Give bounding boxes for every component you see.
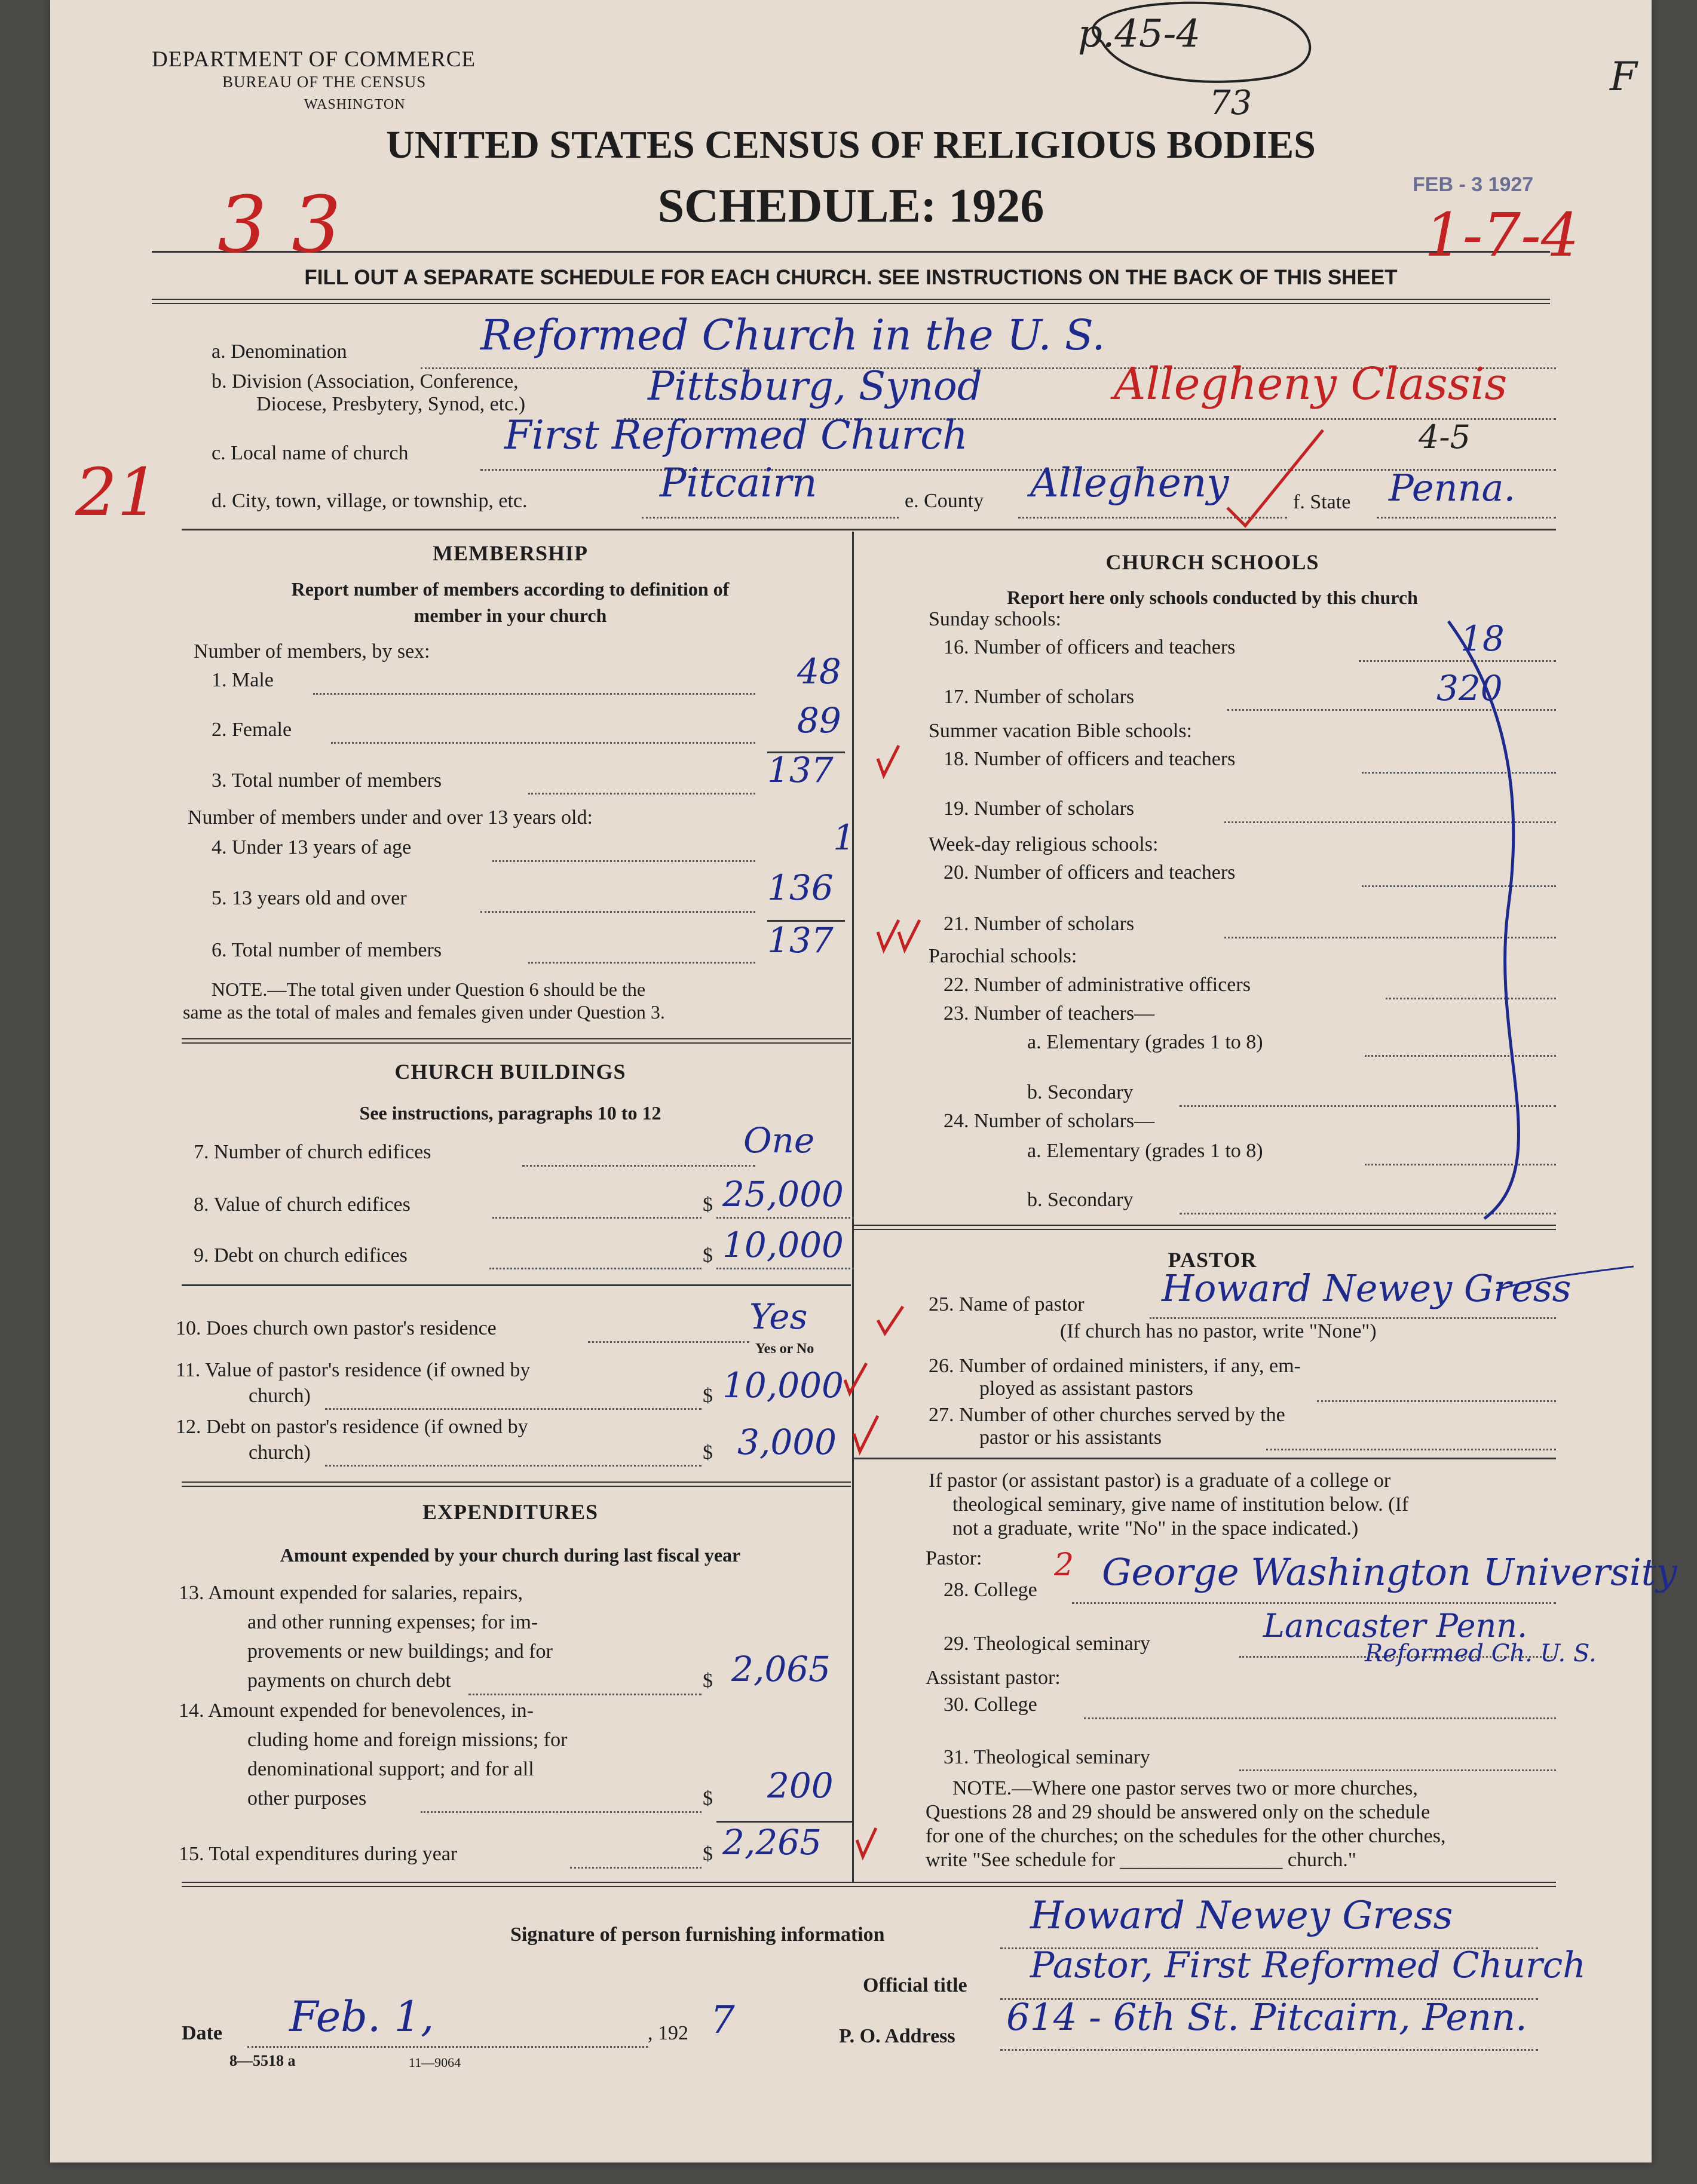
- q29-value: Lancaster Penn.: [1263, 1607, 1528, 1645]
- q15-check: [857, 1828, 876, 1857]
- state-value: Penna.: [1389, 466, 1516, 510]
- q2-label: 2. Female: [212, 719, 292, 741]
- pastor-note-4: write "See schedule for ________________ church.": [926, 1849, 1356, 1871]
- q17-label: 17. Number of scholars: [944, 686, 1135, 708]
- print-number: 11—9064: [409, 2055, 461, 2070]
- sunday-label: Sunday schools:: [929, 608, 1061, 630]
- q6-value: 137: [767, 920, 834, 961]
- q13-line-2: and other running expenses; for im-: [247, 1611, 538, 1633]
- q11-value: 10,000: [722, 1365, 844, 1406]
- q31-label: 31. Theological seminary: [944, 1746, 1150, 1768]
- q14-dollar: $: [703, 1787, 713, 1809]
- q30-label: 30. College: [944, 1694, 1037, 1716]
- q17-value: 320: [1436, 668, 1503, 708]
- signature-value: Howard Newey Gress: [1030, 1894, 1453, 1938]
- q13-line-3: provements or new buildings; and for: [247, 1640, 553, 1662]
- signature-flourish: [1496, 1266, 1634, 1290]
- po-address-label: P. O. Address: [839, 2025, 955, 2047]
- q26-label-2: ployed as assistant pastors: [979, 1378, 1193, 1400]
- city-label: WASHINGTON: [304, 97, 406, 112]
- q27-label-1: 27. Number of other churches served by the: [929, 1404, 1285, 1426]
- pastor-note-3: for one of the churches; on the schedules for the other churches,: [926, 1825, 1446, 1847]
- bureau-label: BUREAU OF THE CENSUS: [222, 73, 427, 91]
- buildings-title: CHURCH BUILDINGS: [394, 1060, 626, 1084]
- q28-mark: 2: [1054, 1547, 1074, 1583]
- q7-label: 7. Number of church edifices: [194, 1141, 431, 1163]
- pastor-sublabel: Pastor:: [926, 1547, 982, 1569]
- q24a-label: a. Elementary (grades 1 to 8): [1027, 1140, 1263, 1162]
- city-field-label: d. City, town, village, or township, etc.: [212, 490, 528, 512]
- membership-sub-2: member in your church: [413, 605, 607, 626]
- code-left: 3 3: [218, 179, 341, 270]
- division-label-1: b. Division (Association, Conference,: [212, 370, 519, 392]
- q5-value: 136: [767, 867, 834, 908]
- q16-label: 16. Number of officers and teachers: [944, 636, 1236, 658]
- county-check: [1227, 430, 1323, 526]
- q22-label: 22. Number of administrative officers: [944, 974, 1251, 996]
- division-value-red: Allegheny Classis: [1114, 358, 1508, 410]
- q21-label: 21. Number of scholars: [944, 913, 1135, 935]
- assistant-sublabel: Assistant pastor:: [926, 1667, 1061, 1689]
- q11-check: [845, 1363, 866, 1393]
- q25-note: (If church has no pastor, write "None"): [1060, 1320, 1377, 1342]
- margin-number: 21: [75, 454, 159, 530]
- expenditures-sub: Amount expended by your church during last fiscal year: [280, 1544, 741, 1566]
- q28-label: 28. College: [944, 1579, 1037, 1601]
- membership-title: MEMBERSHIP: [432, 541, 588, 565]
- q12-label-2: church): [249, 1441, 311, 1464]
- local-name-label: c. Local name of church: [212, 442, 409, 464]
- q23b-label: b. Secondary: [1027, 1081, 1134, 1103]
- parochial-label: Parochial schools:: [929, 945, 1077, 967]
- q23-label: 23. Number of teachers—: [944, 1002, 1155, 1024]
- q3-value: 137: [767, 750, 834, 790]
- membership-sub-1: Report number of members according to definition of: [291, 578, 730, 600]
- q5-label: 5. 13 years old and over: [212, 887, 407, 909]
- denomination-label: a. Denomination: [212, 341, 347, 363]
- q8-label: 8. Value of church edifices: [194, 1194, 411, 1216]
- department-label: DEPARTMENT OF COMMERCE: [152, 47, 476, 72]
- year-prefix: , 192: [648, 2022, 688, 2044]
- local-name-value: First Reformed Church: [504, 412, 968, 458]
- membership-note-1: NOTE.—The total given under Question 6 should be the: [212, 978, 646, 1000]
- q14-line-1: 14. Amount expended for benevolences, in-: [179, 1700, 534, 1722]
- denomination-value: Reformed Church in the U. S.: [480, 311, 1105, 360]
- form-title: UNITED STATES CENSUS OF RELIGIOUS BODIES: [386, 123, 1316, 167]
- q19-label: 19. Number of scholars: [944, 797, 1135, 820]
- q13-line-4: payments on church debt: [247, 1670, 451, 1692]
- q8-dollar: $: [703, 1194, 713, 1216]
- q3-check: [878, 746, 899, 775]
- county-value: Allegheny: [1030, 460, 1229, 506]
- schools-sub: Report here only schools conducted by this church: [1007, 587, 1418, 608]
- q15-dollar: $: [703, 1843, 713, 1865]
- q11-label-2: church): [249, 1385, 311, 1407]
- q10-value: Yes: [749, 1296, 808, 1337]
- grad-line-3: not a graduate, write "No" in the space indicated.): [952, 1517, 1359, 1539]
- q14-value: 200: [767, 1765, 834, 1806]
- q9-dollar: $: [703, 1244, 713, 1266]
- county-label: e. County: [905, 490, 984, 512]
- q4-label: 4. Under 13 years of age: [212, 836, 412, 858]
- q13-value: 2,065: [731, 1649, 831, 1689]
- side-code: 4-5: [1419, 418, 1471, 456]
- q26-label-1: 26. Number of ordained ministers, if any, em-: [929, 1355, 1301, 1377]
- date-value: Feb. 1,: [289, 1992, 434, 2041]
- grad-line-1: If pastor (or assistant pastor) is a graduate of a college or: [929, 1470, 1391, 1492]
- q4-value: 1: [833, 817, 855, 858]
- q16-value: 18: [1460, 618, 1505, 659]
- q12-check: [854, 1416, 878, 1452]
- q2-value: 89: [797, 700, 841, 741]
- q9-label: 9. Debt on church edifices: [194, 1244, 408, 1266]
- by-age-label: Number of members under and over 13 years old:: [188, 806, 593, 829]
- q24-label: 24. Number of scholars—: [944, 1110, 1155, 1132]
- signature-label: Signature of person furnishing information: [510, 1924, 885, 1946]
- q14-line-4: other purposes: [247, 1787, 367, 1809]
- q10-check: [878, 1306, 903, 1333]
- expenditures-title: EXPENDITURES: [422, 1500, 599, 1524]
- q29-label: 29. Theological seminary: [944, 1633, 1150, 1655]
- q20-label: 20. Number of officers and teachers: [944, 861, 1236, 884]
- weekday-label: Week-day religious schools:: [929, 833, 1159, 855]
- q15-label: 15. Total expenditures during year: [179, 1843, 458, 1865]
- instruction-line: FILL OUT A SEPARATE SCHEDULE FOR EACH CHURCH. SEE INSTRUCTIONS ON THE BACK OF THIS SHEET: [304, 266, 1398, 289]
- q9-value: 10,000: [722, 1225, 844, 1265]
- q12-value: 3,000: [737, 1422, 837, 1462]
- q3-label: 3. Total number of members: [212, 769, 442, 792]
- buildings-sub: See instructions, paragraphs 10 to 12: [359, 1102, 661, 1124]
- pastor-note-2: Questions 28 and 29 should be answered only on the schedule: [926, 1801, 1430, 1823]
- schedule-title: SCHEDULE: 1926: [657, 180, 1044, 232]
- pastor-title: PASTOR: [1168, 1248, 1257, 1272]
- corner-mark: F: [1610, 54, 1637, 100]
- handwritten-marks: [50, 0, 1652, 2162]
- year-value: 7: [710, 1998, 735, 2042]
- page-ref-circle: [1093, 3, 1310, 82]
- division-value: Pittsburg, Synod: [648, 363, 982, 409]
- po-address-value: 614 - 6th St. Pitcairn, Penn.: [1006, 1995, 1527, 2039]
- date-label: Date: [182, 2022, 222, 2044]
- q7-value: One: [743, 1120, 815, 1161]
- q1-value: 48: [797, 651, 841, 692]
- q18-label: 18. Number of officers and teachers: [944, 748, 1236, 770]
- census-form: [50, 0, 1677, 2162]
- yes-or-no-hint: Yes or No: [755, 1341, 814, 1357]
- q15-value: 2,265: [722, 1822, 822, 1863]
- q24b-label: b. Secondary: [1027, 1189, 1134, 1211]
- schedule-number: 73: [1209, 84, 1252, 122]
- by-sex-label: Number of members, by sex:: [194, 640, 430, 662]
- q1-label: 1. Male: [212, 669, 274, 691]
- q25-value: Howard Newey Gress: [1162, 1266, 1572, 1310]
- q14-line-3: denominational support; and for all: [247, 1758, 534, 1780]
- form-number: 8—5518 a: [229, 2052, 296, 2069]
- pastor-note-1: NOTE.—Where one pastor serves two or more churches,: [952, 1777, 1418, 1799]
- summer-label: Summer vacation Bible schools:: [929, 720, 1192, 742]
- state-label: f. State: [1293, 491, 1351, 513]
- q6-label: 6. Total number of members: [212, 939, 442, 961]
- page-reference: p.45-4: [1078, 12, 1201, 56]
- q10-label: 10. Does church own pastor's residence: [176, 1317, 497, 1339]
- official-title-label: Official title: [863, 1974, 967, 1996]
- official-title-value: Pastor, First Reformed Church: [1030, 1944, 1586, 1986]
- received-stamp: FEB - 3 1927: [1413, 173, 1534, 196]
- city-value: Pitcairn: [660, 460, 817, 506]
- q12-label-1: 12. Debt on pastor's residence (if owned by: [176, 1416, 528, 1438]
- q13-dollar: $: [703, 1670, 713, 1692]
- pencil-bracket: [1448, 621, 1518, 1219]
- q25-label: 25. Name of pastor: [929, 1293, 1085, 1315]
- q11-dollar: $: [703, 1385, 713, 1407]
- q27-label-2: pastor or his assistants: [979, 1427, 1162, 1449]
- q23a-label: a. Elementary (grades 1 to 8): [1027, 1031, 1263, 1053]
- grad-line-2: theological seminary, give name of institution below. (If: [952, 1493, 1409, 1516]
- q8-value: 25,000: [722, 1174, 844, 1214]
- schools-title: CHURCH SCHOOLS: [1105, 550, 1319, 574]
- division-label-2: Diocese, Presbytery, Synod, etc.): [256, 393, 526, 415]
- q6-check: [878, 920, 920, 950]
- q14-line-2: cluding home and foreign missions; for: [247, 1729, 568, 1751]
- q28-value: George Washington University: [1102, 1550, 1677, 1594]
- q13-line-1: 13. Amount expended for salaries, repairs,: [179, 1582, 523, 1604]
- q29-value-2: Reformed Ch. U. S.: [1365, 1640, 1597, 1667]
- q12-dollar: $: [703, 1441, 713, 1464]
- code-right: 1-7-4: [1425, 200, 1579, 270]
- membership-note-2: same as the total of males and females given under Question 3.: [183, 1001, 665, 1023]
- q11-label-1: 11. Value of pastor's residence (if owned by: [176, 1359, 531, 1381]
